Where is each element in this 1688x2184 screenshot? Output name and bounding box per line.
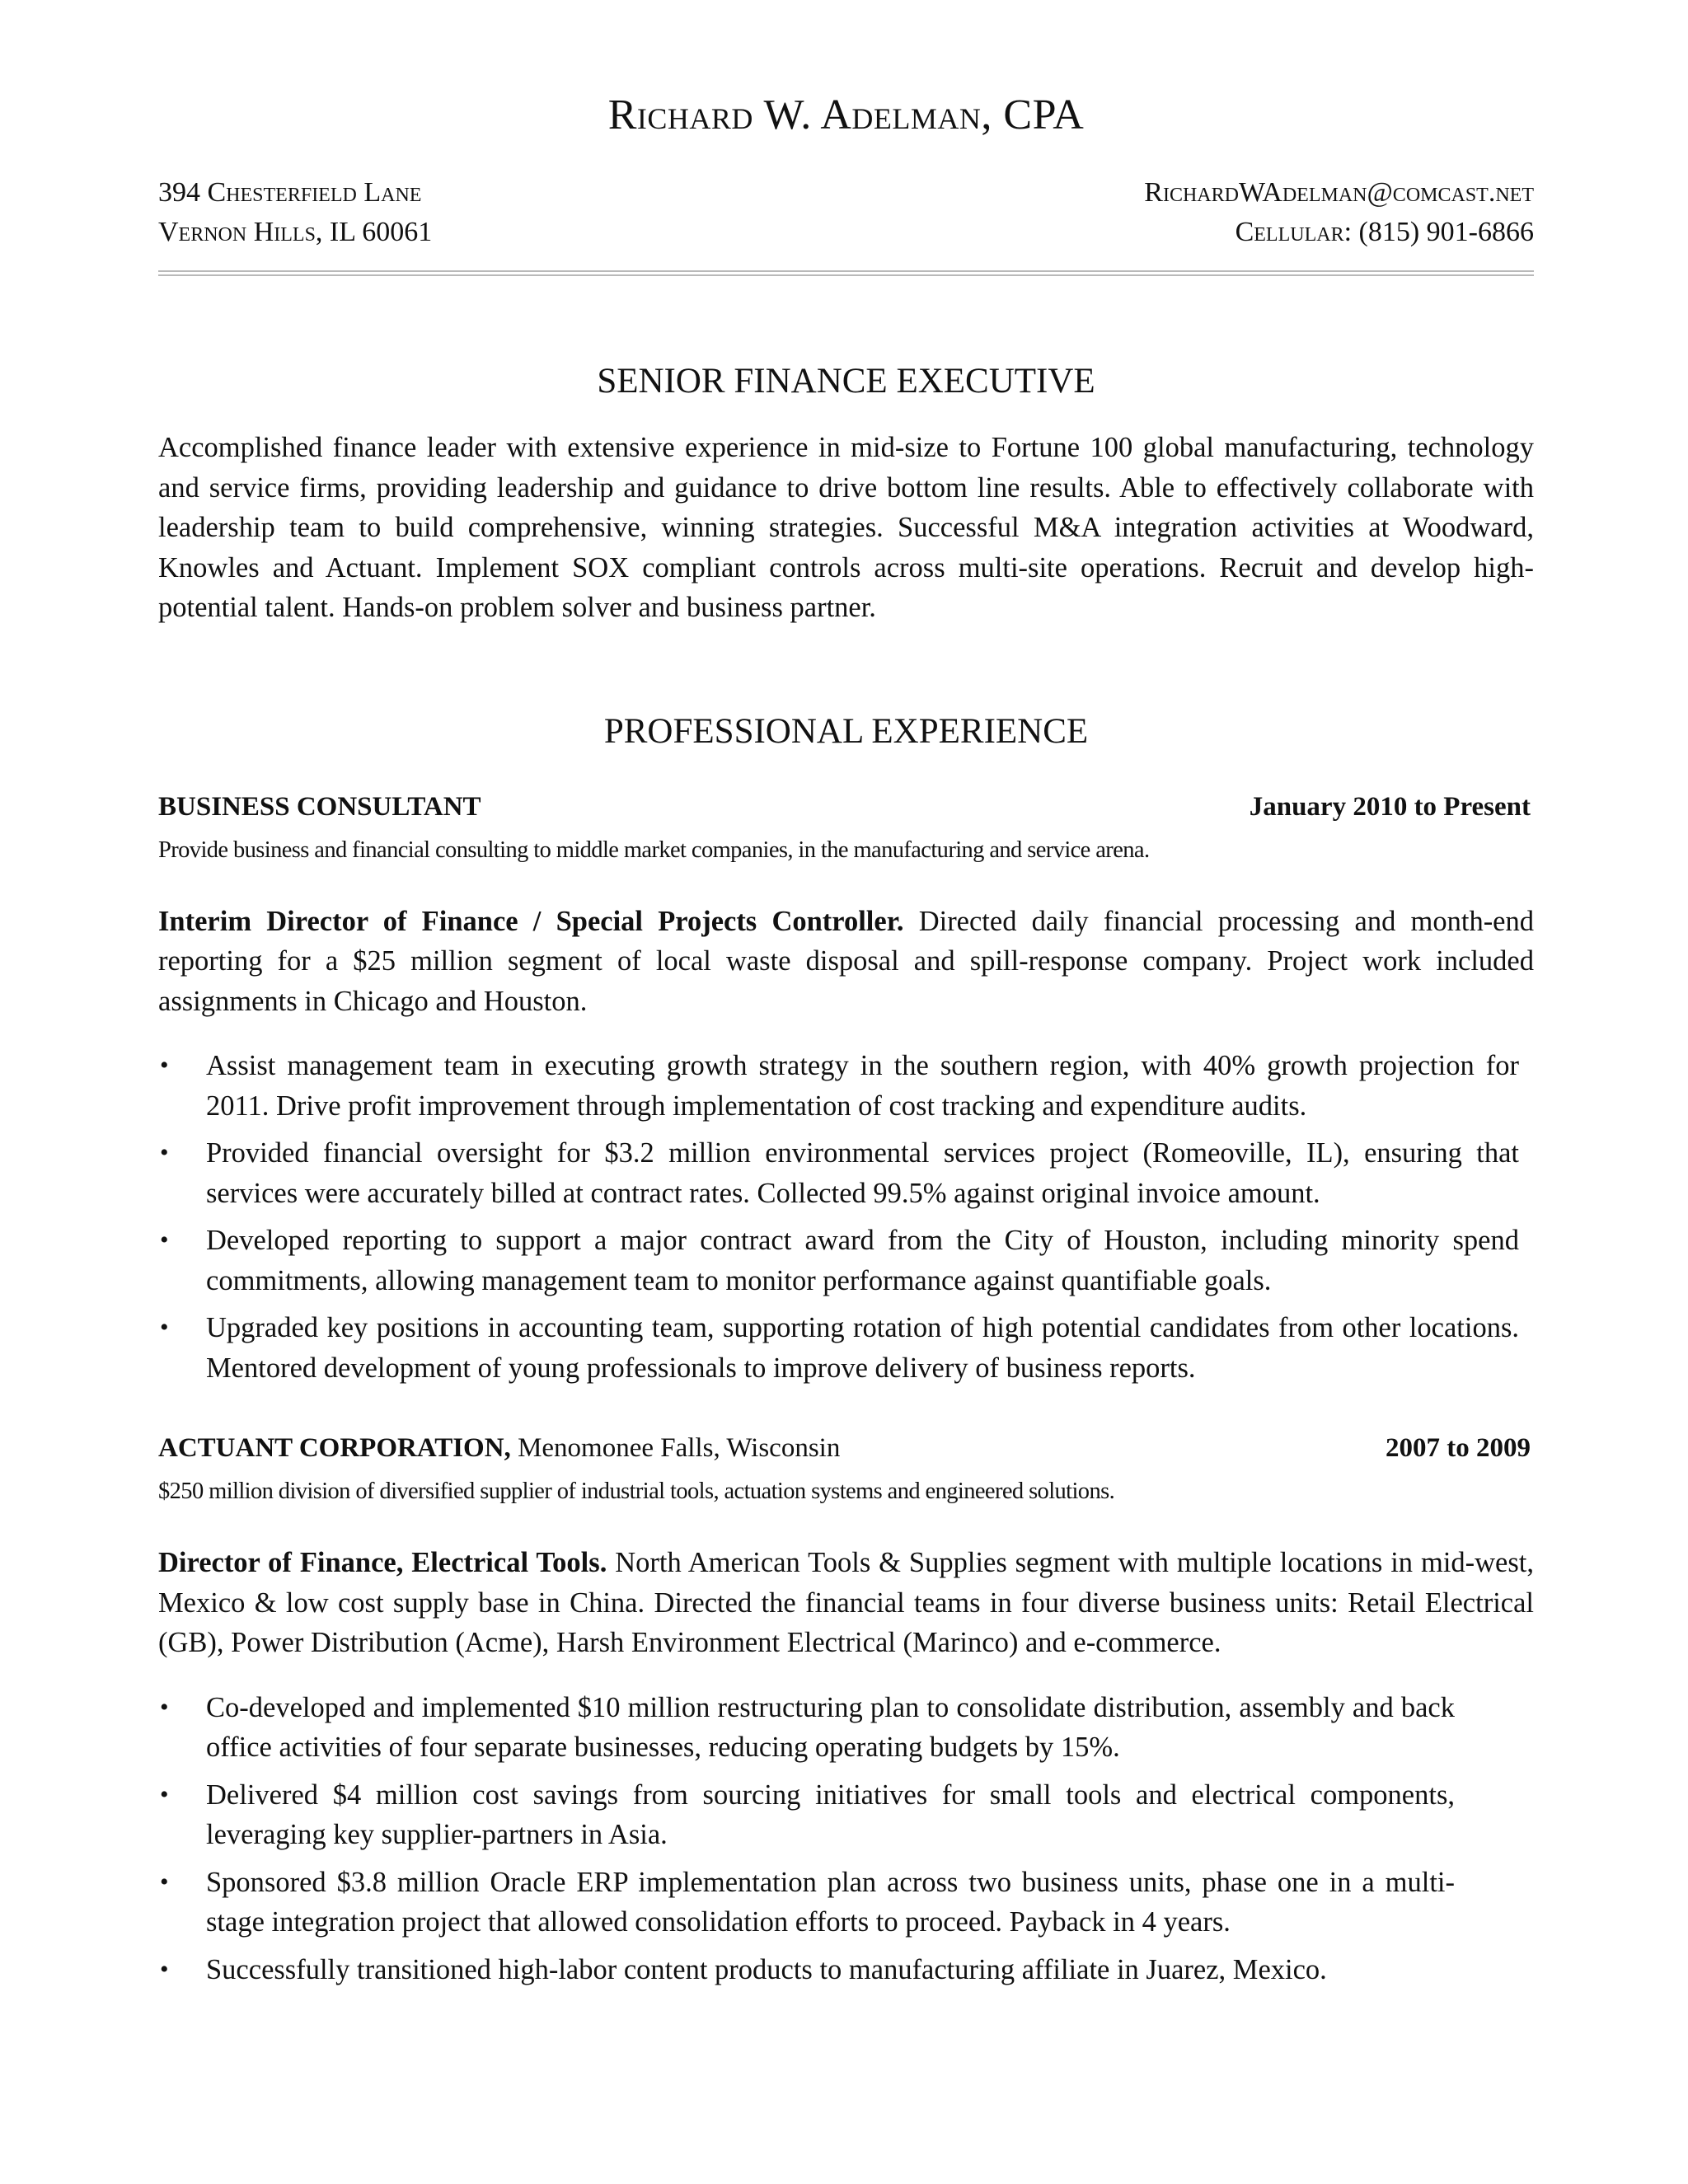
bullet-icon: • xyxy=(160,1052,169,1079)
role-paragraph xyxy=(158,902,1534,1022)
bullet-icon: • xyxy=(160,1693,169,1721)
address-block xyxy=(158,173,432,252)
bullet-text: Upgraded key positions in accounting team, supporting rotation of high potential candidates from other locations. Mentored development of young professionals to improve delivery of business reports. xyxy=(206,1312,1519,1384)
job-dates: January 2010 to Present xyxy=(1249,791,1531,822)
role-text: North American Tools & Supplies segment with multiple locations in mid-west, Mexico & low cost supply base in China. Directed the financial teams in four diverse business units: Retail Electrical (GB), Power Distribution (Acme), Harsh Environment Electrical (Marinco) and e-commerce. xyxy=(158,1547,1535,1658)
job-header xyxy=(158,788,1534,826)
list-item xyxy=(158,1863,1534,1943)
role-text: Directed daily financial processing and month-end reporting for a $25 million segment of local waste disposal and spill-response company. Project work included assignments in Chicago and Houston. xyxy=(158,905,1534,1017)
bullet-icon: • xyxy=(160,1780,169,1808)
list-item xyxy=(158,1775,1534,1855)
bullet-text: Successfully transitioned high-labor content products to manufacturing affiliate in Juarez, Mexico. xyxy=(206,1953,1327,1985)
list-item xyxy=(158,1308,1534,1388)
bullet-icon: • xyxy=(160,1139,169,1166)
header-divider xyxy=(158,270,1534,276)
achievement-list xyxy=(158,1046,1534,1388)
email-address: RichardWAdelman@comcast.net xyxy=(1144,177,1534,208)
list-item xyxy=(158,1133,1534,1213)
bullet-text: Delivered $4 million cost savings from sourcing initiatives for small tools and electrical components, leveraging key supplier-partners in Asia. xyxy=(206,1779,1455,1850)
job-company-line xyxy=(158,788,481,826)
summary-heading: SENIOR FINANCE EXECUTIVE xyxy=(597,362,1095,401)
summary-paragraph: Accomplished finance leader with extensive experience in mid-size to Fortune 100 global manufacturing, technology and service firms, providing leadership and guidance to drive bottom line results. Able to effectively collaborate with leadership team to build comprehensive, winning strategies. Successful M&A integration activities at Woodward, Knowles and Actuant. Implement SOX compliant controls across multi-site operations. Recruit and develop high-potential talent. Hands-on problem solver and business partner. xyxy=(158,432,1534,623)
role-title: Interim Director of Finance / Special Projects Controller. xyxy=(158,905,904,937)
list-item xyxy=(158,1046,1534,1126)
experience-heading: PROFESSIONAL EXPERIENCE xyxy=(603,711,1089,751)
company-description: $250 million division of diversified supplier of industrial tools, actuation systems and engineered solutions. xyxy=(158,1479,1115,1504)
bullet-icon: • xyxy=(160,1226,169,1254)
bullet-text: Developed reporting to support a major contract award from the City of Houston, including minority spend commitments, allowing management team to monitor performance against quantifiable goals. xyxy=(206,1225,1519,1296)
list-item xyxy=(158,1221,1534,1301)
contact-block xyxy=(158,173,1534,252)
role-paragraph xyxy=(158,1543,1534,1663)
bullet-text: Co-developed and implemented $10 million restructuring plan to consolidate distribution, assembly and back office activities of four separate businesses, reducing operating budgets by 15%. xyxy=(206,1691,1455,1763)
achievement-list xyxy=(158,1688,1534,1990)
job-company-line xyxy=(158,1429,840,1467)
job-dates: 2007 to 2009 xyxy=(1386,1433,1531,1463)
bullet-icon: • xyxy=(160,1314,169,1341)
address-line-1: 394 Chesterfield Lane xyxy=(158,177,422,208)
list-item xyxy=(158,1688,1534,1768)
phone-number: Cellular: (815) 901-6866 xyxy=(1235,217,1534,247)
job-location: Menomonee Falls, Wisconsin xyxy=(510,1433,841,1463)
job-company: BUSINESS CONSULTANT xyxy=(158,791,481,822)
candidate-name: Richard W. Adelman, CPA xyxy=(607,91,1085,138)
contact-details xyxy=(1144,173,1534,252)
address-line-2: Vernon Hills, IL 60061 xyxy=(158,217,433,247)
bullet-icon: • xyxy=(160,1868,169,1896)
company-description: Provide business and financial consulting to middle market companies, in the manufacturing and service arena. xyxy=(158,837,1150,863)
bullet-text: Provided financial oversight for $3.2 million environmental services project (Romeoville, IL), ensuring that services were accurately billed at contract rates. Collected 99.5% against original invoice amount. xyxy=(206,1137,1519,1209)
bullet-text: Sponsored $3.8 million Oracle ERP implementation plan across two business units, phase one in a multi-stage integration project that allowed consolidation efforts to proceed. Payback in 4 years. xyxy=(206,1866,1455,1938)
job-company: ACTUANT CORPORATION, xyxy=(158,1433,511,1463)
role-title: Director of Finance, Electrical Tools. xyxy=(158,1547,607,1578)
bullet-text: Assist management team in executing growth strategy in the southern region, with 40% growth projection for 2011. Drive profit improvement through implementation of cost tracking and expenditure audits. xyxy=(206,1050,1519,1122)
bullet-icon: • xyxy=(160,1955,169,1983)
job-header xyxy=(158,1429,1534,1467)
list-item xyxy=(158,1950,1534,1990)
